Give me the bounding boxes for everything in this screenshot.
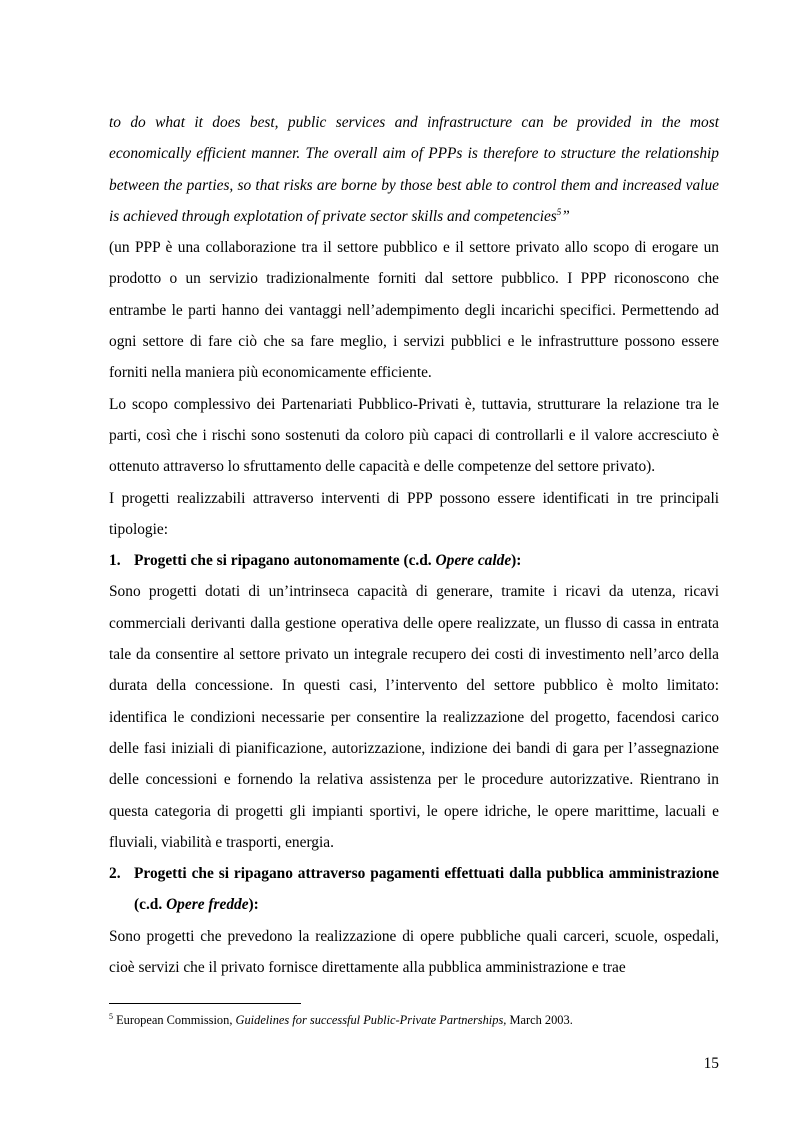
page-number: 15	[703, 1055, 719, 1072]
heading-text: Progetti che si ripagano attraverso pagamenti effettuati dalla pubblica amministrazione (c.d. Opere fredde):	[134, 865, 719, 914]
paragraph-opere-fredde: Sono progetti che prevedono la realizzazione di opere pubbliche quali carceri, scuole, ospedali, cioè servizi che il privato fornisce direttamente alla pubblica amministrazione e trae	[109, 927, 719, 977]
heading-text: Progetti che si ripagano autonomamente (c.d. Opere calde):	[134, 552, 522, 570]
footnote-date: March 2003.	[506, 1013, 573, 1027]
heading-number: 1.	[109, 552, 121, 570]
quote-closing: ”	[561, 207, 570, 225]
heading-opere-fredde	[109, 858, 719, 921]
english-quote	[109, 107, 719, 232]
footnote	[109, 1012, 719, 1028]
heading-number: 2.	[109, 865, 121, 883]
footnote-number: 5	[109, 1012, 113, 1021]
paragraph-scope: Lo scopo complessivo dei Partenariati Pubblico-Privati è, tuttavia, strutturare la relazione tra le parti, così che i rischi sono sostenuti da coloro più capaci di controllarli e il valore accresciuto è ottenuto attraverso lo sfruttamento delle capacità e delle competenze del settore privato).	[109, 395, 719, 476]
paragraph-translation: (un PPP è una collaborazione tra il settore pubblico e il settore privato allo scopo di erogare un prodotto o un servizio tradizionalmente forniti dal settore pubblico. I PPP riconoscono che entrambe le parti hanno dei vantaggi nell’adempimento degli incarichi specifici. Permettendo ad ogni settore di fare ciò che sa fare meglio, i servizi pubblici e le infrastrutture possono essere forniti nella maniera più economicamente efficiente.	[109, 239, 719, 382]
footnote-author: European Commission,	[113, 1013, 236, 1027]
body-text	[109, 107, 719, 983]
heading-opere-calde	[109, 545, 719, 576]
paragraph-opere-calde: Sono progetti dotati di un’intrinseca capacità di generare, tramite i ricavi da utenza, ricavi commerciali derivanti dalla gestione operativa delle opere realizzate, un flusso di cassa in entrata tale da consentire al settore privato un integrale recupero dei costi di investimento nell’arco della durata della concessione. In questi casi, l’intervento del settore pubblico è molto limitato: identifica le condizioni necessarie per consentire la realizzazione del progetto, facendosi carico delle fasi iniziali di pianificazione, autorizzazione, indizione dei bandi di gara per l’assegnazione delle concessioni e fornendo la relativa assistenza per le procedure autorizzative. Rientrano in questa categoria di progetti gli impianti sportivi, le opere idriche, le opere marittime, lacuali e fluviali, viabilità e trasporti, energia.	[109, 583, 719, 851]
footnote-ref: 5	[556, 206, 562, 217]
paragraph-types-intro: I progetti realizzabili attraverso interventi di PPP possono essere identificati in tre principali tipologie:	[109, 489, 719, 538]
footnote-title: Guidelines for successful Public-Private Partnerships,	[235, 1013, 507, 1027]
quote-text: to do what it does best, public services and infrastructure can be provided in the most economically efficient manner. The overall aim of PPPs is therefore to structure the relationship between the parties, so that risks are borne by those best able to control them and increased value is achieved through explotation of private sector skills and competencies	[109, 114, 719, 225]
footnote-divider	[109, 1003, 301, 1004]
